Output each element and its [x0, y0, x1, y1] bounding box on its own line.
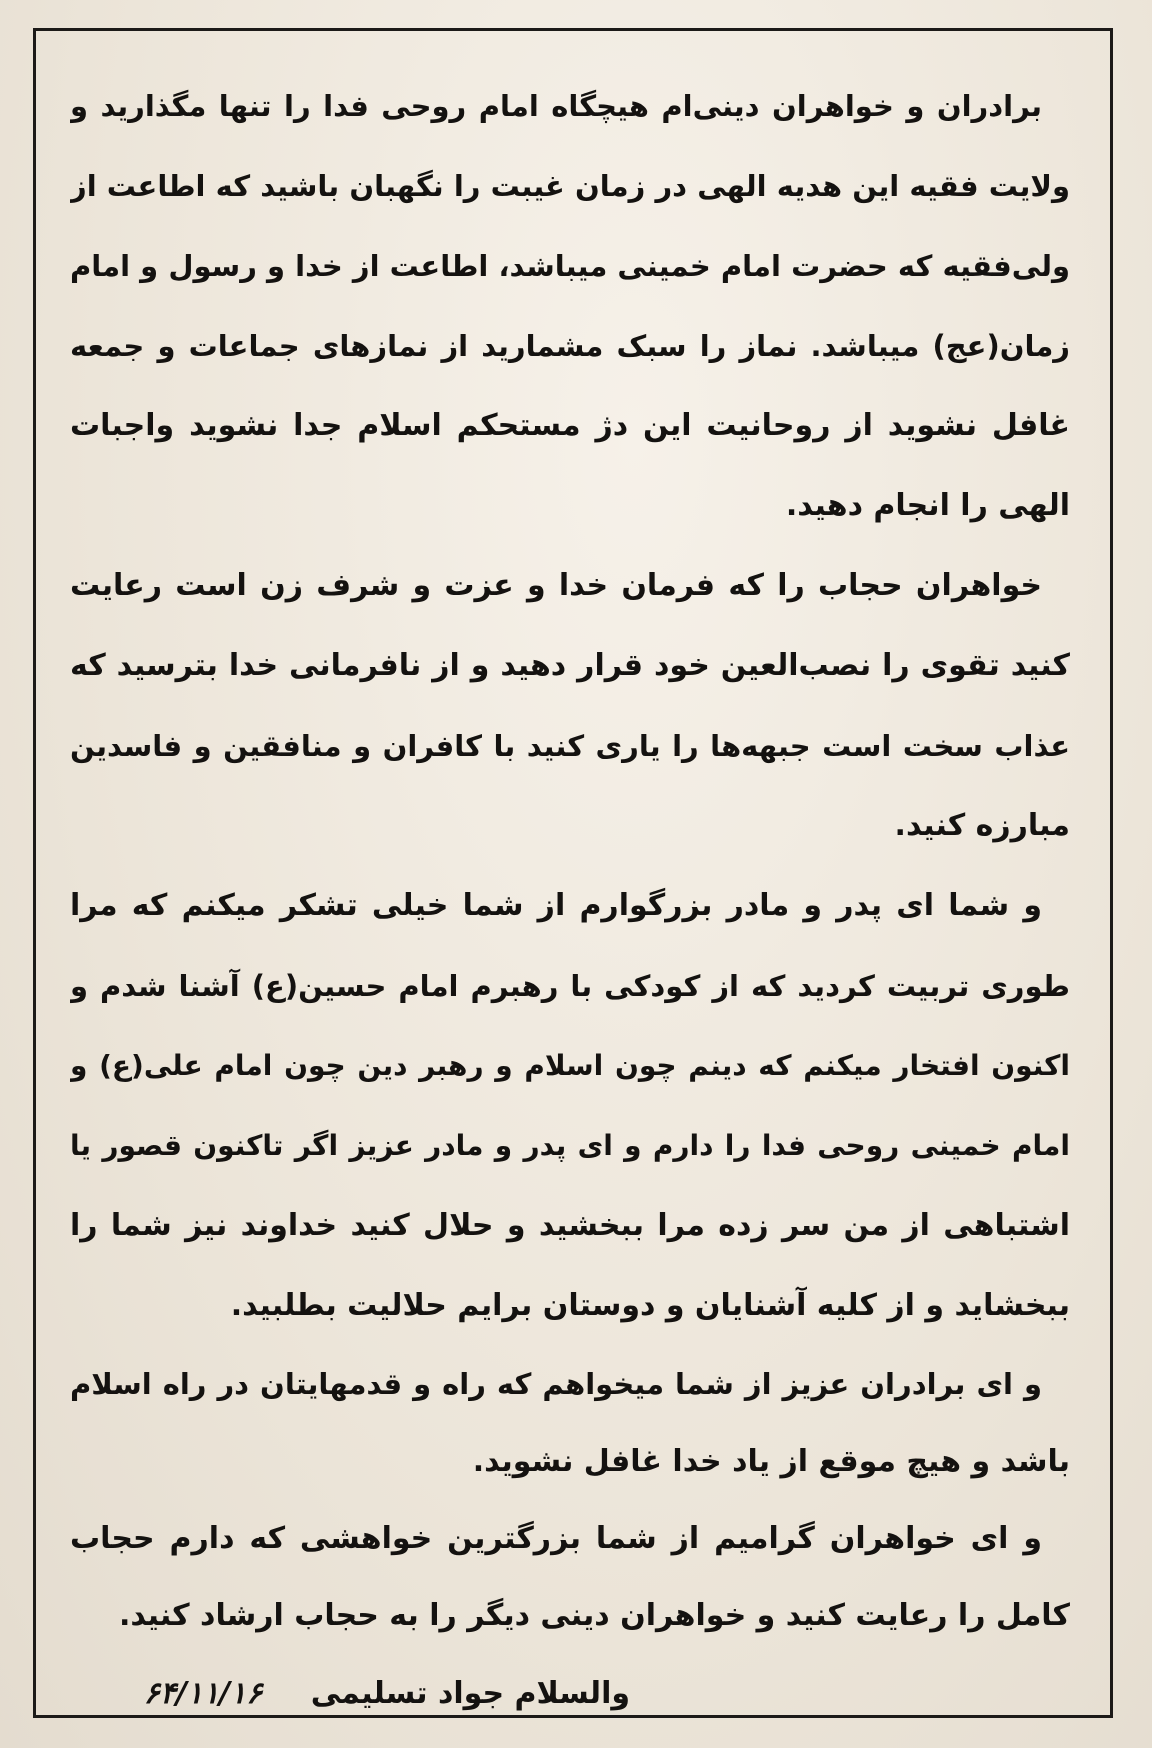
text-line: عذاب سخت است جبهه‌ها را یاری کنید با کافران و منافقین و فاسدین: [70, 729, 1070, 763]
text-line: ولی‌فقیه که حضرت امام خمینی میباشد، اطاعت از خدا و رسول و امام: [70, 249, 1070, 283]
text-line: و ای خواهران گرامیم از شما بزرگترین خواهشی که دارم حجاب: [70, 1521, 1042, 1556]
letter-body: [70, 66, 1070, 1734]
signature-closing: والسلام جواد تسلیمی: [310, 1676, 630, 1711]
paragraph-3: [70, 866, 1070, 1346]
text-line: و شما ای پدر و مادر بزرگوارم از شما خیلی تشکر میکنم که مرا: [70, 888, 1042, 923]
text-line: ولایت فقیه این هدیه الهی در زمان غیبت را نگهبان باشید که اطاعت از: [70, 169, 1070, 203]
signature-line: [70, 1654, 1070, 1734]
text-line: کامل را رعایت کنید و خواهران دینی دیگر را به حجاب ارشاد کنید.: [118, 1598, 1070, 1633]
text-line: زمان(عج) میباشد. نماز را سبک مشمارید از نمازهای جماعات و جمعه: [70, 329, 1070, 363]
signature-date: ۶۴/۱۱/۱۶: [143, 1676, 263, 1711]
text-line: کنید تقوی را نصب‌العین خود قرار دهید و از نافرمانی خدا بترسید که: [70, 648, 1070, 683]
text-line: امام خمینی روحی فدا را دارم و ای پدر و مادر عزیز اگر تاکنون قصور یا: [70, 1129, 1070, 1162]
text-line: الهی را انجام دهید.: [785, 488, 1070, 523]
text-line: باشد و هیچ موقع از یاد خدا غافل نشوید.: [472, 1444, 1070, 1479]
text-line: غافل نشوید از روحانیت این دژ مستحکم اسلام جدا نشوید واجبات: [70, 408, 1070, 443]
text-line: ببخشاید و از کلیه آشنایان و دوستان برایم حلالیت بطلبید.: [230, 1288, 1070, 1323]
text-line: اشتباهی از من سر زده مرا ببخشید و حلال کنید خداوند نیز شما را: [70, 1208, 1070, 1243]
text-line: طوری تربیت کردید که از کودکی با رهبرم امام حسین(ع) آشنا شدم و: [70, 969, 1070, 1003]
paragraph-1: [70, 66, 1070, 546]
text-line: برادران و خواهران دینی‌ام هیچگاه امام روحی فدا را تنها مگذارید و: [70, 89, 1042, 123]
paragraph-2: [70, 546, 1070, 866]
paragraph-5: [70, 1500, 1070, 1654]
text-line: اکنون افتخار میکنم که دینم چون اسلام و رهبر دین چون امام علی(ع) و: [70, 1049, 1070, 1082]
text-line: خواهران حجاب را که فرمان خدا و عزت و شرف زن است رعایت: [70, 568, 1042, 603]
text-line: مبارزه کنید.: [894, 808, 1070, 843]
text-line: و ای برادران عزیز از شما میخواهم که راه و قدمهایتان در راه اسلام: [70, 1367, 1042, 1401]
paragraph-4: [70, 1346, 1070, 1500]
